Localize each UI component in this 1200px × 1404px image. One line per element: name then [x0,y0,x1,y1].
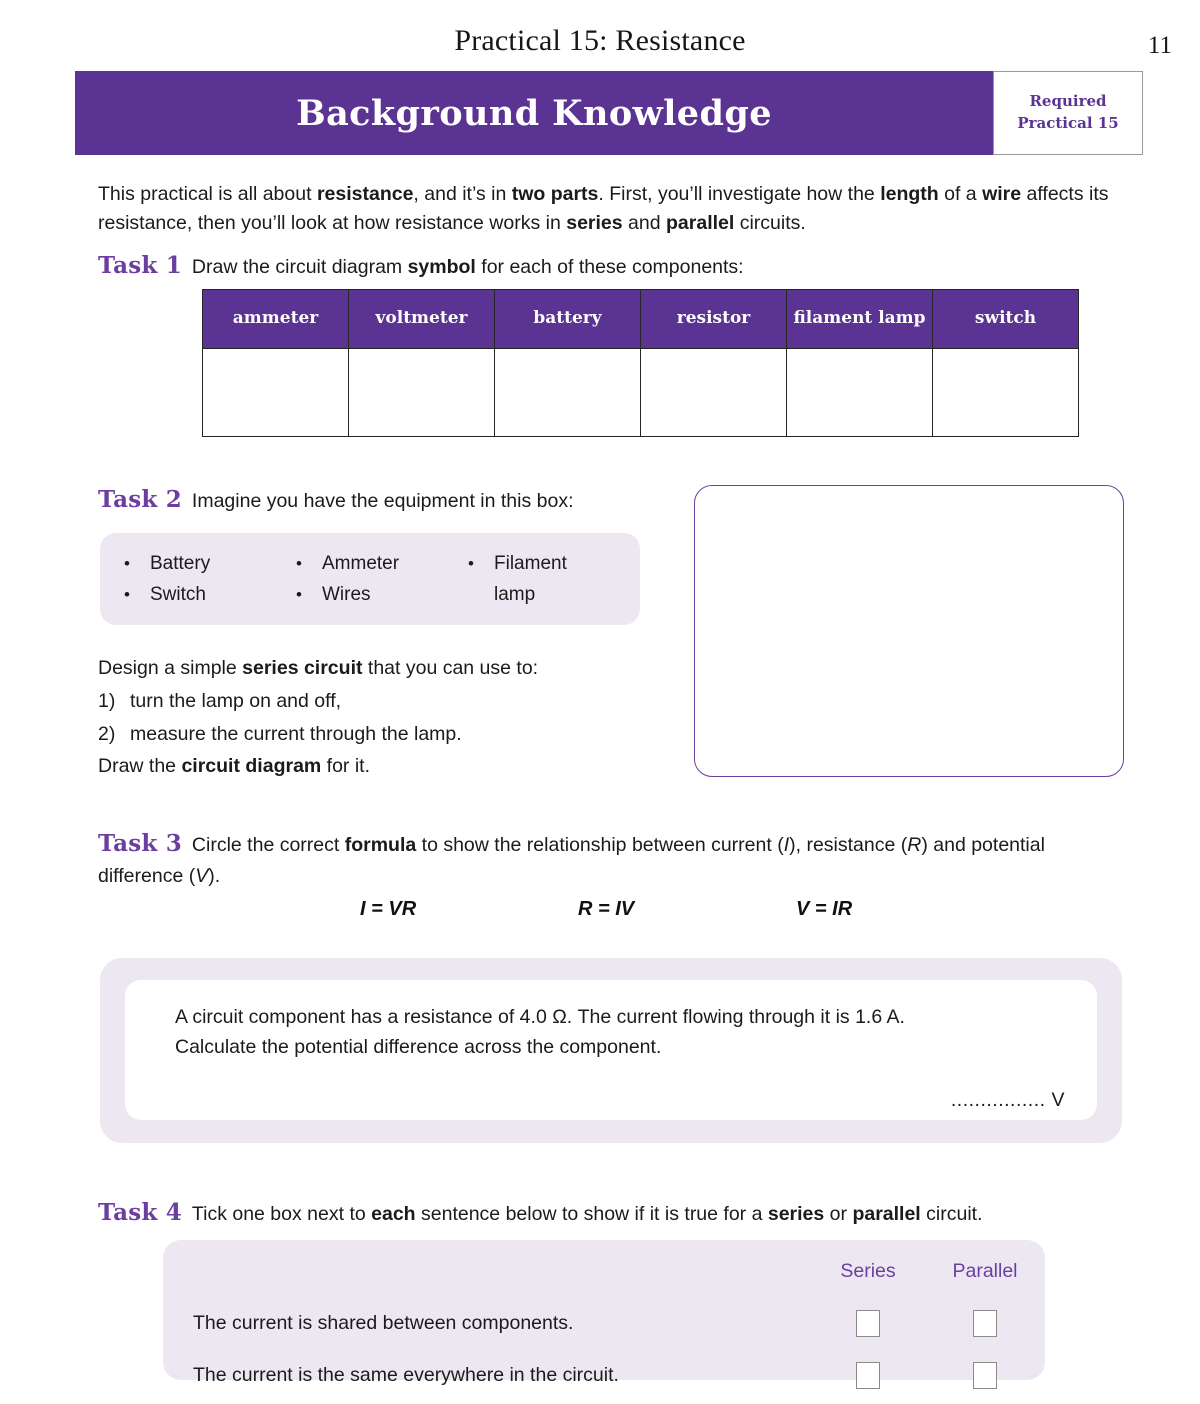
task-3-text-5: ) and potential difference ( [98,834,1045,887]
badge-line-1: Required [1029,92,1107,111]
task-1-heading: Task 1 [98,252,182,279]
calculation-question-panel [100,958,1122,1143]
banner-title: Background Knowledge [296,92,772,134]
formula-option-2[interactable]: R = IV [578,898,635,920]
list-item: • Switch [124,579,210,610]
symbol-voltage: V [195,864,209,887]
list-item [468,548,618,611]
column-header-filament-lamp: filament lamp [787,290,933,349]
column-header-series: Series [840,1260,896,1282]
intro-text-3: . First, you’ll investigate how the [598,183,881,205]
intro-text-1: This practical is all about [98,183,317,205]
draw-text-1: Draw the [98,755,182,778]
answer-cell-ammeter[interactable] [203,349,349,437]
banner-bar [75,71,993,155]
circuit-diagram-answer-box[interactable] [694,485,1124,777]
draw-bold-circuit-diagram: circuit diagram [181,755,322,778]
formula-option-3[interactable]: V = IR [796,898,853,920]
task-1-text-1: Draw the circuit diagram [191,256,408,278]
symbol-current: I [783,834,790,856]
numbered-item-1-number: 1) [98,689,116,712]
task-4-heading: Task 4 [98,1199,182,1226]
design-text-2: that you can use to: [362,657,539,679]
task-2-design-instructions [98,652,638,783]
list-item: • Ammeter [296,548,399,579]
answer-cell-voltmeter[interactable] [349,349,495,437]
equipment-list-box [100,533,640,625]
list-item: • Battery [124,548,210,579]
intro-text-7: circuits. [734,212,806,235]
task-4-bold-each: each [371,1203,416,1225]
question-line-2: Calculate the potential difference across the component. [175,1036,662,1059]
intro-text-5: affects its resistance, then you’ll look at how resistance works in [98,183,1109,235]
table-header-row [203,290,1079,349]
intro-bold-length: length [880,183,939,205]
required-practical-badge [993,71,1143,155]
column-header-parallel: Parallel [952,1260,1018,1282]
task-3-text-3: ), [789,834,802,856]
column-header-switch: switch [933,290,1079,349]
task-2-instruction [98,483,658,518]
intro-bold-parallel: parallel [666,212,735,235]
intro-text-2: , and it’s in [413,183,512,205]
calculation-question-text [175,1002,1055,1062]
table-row [163,1308,1045,1352]
checkbox-series-row-2[interactable] [856,1362,880,1389]
answer-cell-resistor[interactable] [641,349,787,437]
task-2-text: Imagine you have the equipment in this box: [191,490,574,512]
task-1-bold-symbol: symbol [407,256,476,278]
design-line [98,657,538,679]
checkbox-series-row-1[interactable] [856,1310,880,1337]
intro-text-4: of a [938,183,983,205]
intro-text-6: and [622,212,666,235]
task-2-heading: Task 2 [98,486,182,513]
design-text-1: Design a simple [98,657,243,679]
task-3-bold-formula: formula [344,834,417,856]
intro-bold-resistance: resistance [316,183,414,205]
task-3-text-6: ). [208,864,221,887]
numbered-item-2-text: measure the current through the lamp. [130,722,462,745]
answer-line [951,1089,1065,1112]
task-3-text-2: to show the relationship between current ( [416,834,784,856]
task-4-bold-series: series [767,1203,825,1225]
numbered-item-2-number: 2) [98,722,116,745]
answer-cell-battery[interactable] [495,349,641,437]
task-3-text-1: Circle the correct [191,834,345,856]
task-4-text-1: Tick one box next to [191,1203,372,1225]
formula-option-1[interactable]: I = VR [360,898,417,920]
numbered-item-1-text: turn the lamp on and off, [130,689,342,712]
statement-label: The current is shared between components. [193,1312,574,1334]
intro-bold-two-parts: two parts [511,183,599,205]
list-item: • Wires [296,579,399,610]
column-header-ammeter: ammeter [203,290,349,349]
task-1-instruction [98,249,1118,284]
calculation-answer-area[interactable] [125,980,1097,1120]
task-1-text-2: for each of these components: [475,256,744,278]
statement-label: The current is the same everywhere in the circuit. [193,1364,619,1386]
section-banner [75,71,1125,155]
task-4-text-3: or [824,1203,853,1225]
numbered-item-2 [98,718,638,751]
symbol-resistance: R [907,834,922,856]
task-4-text-2: sentence below to show if it is true for a [415,1203,768,1225]
task-3-text-4: resistance ( [806,834,908,856]
task-4-instruction [98,1196,1128,1231]
table-row [163,1360,1045,1404]
task-4-bold-parallel: parallel [852,1203,921,1225]
task-3-instruction [98,827,1118,891]
draw-text-2: for it. [321,755,371,778]
intro-bold-wire: wire [982,183,1022,205]
answer-cell-switch[interactable] [933,349,1079,437]
question-line-1: A circuit component has a resistance of 4.0 Ω. The current flowing through it is 1.6 A. [175,1006,905,1028]
equipment-column-2 [296,548,399,611]
list-item-label: Filament lamp [494,553,567,606]
page-number: 11 [1147,32,1172,59]
numbered-item-1 [98,685,638,718]
table-row [203,349,1079,437]
answer-dots[interactable]: ................ [950,1089,1046,1111]
intro-paragraph [98,180,1118,239]
task-4-text-4: circuit. [920,1203,983,1225]
formula-options [98,898,1118,930]
column-header-resistor: resistor [641,290,787,349]
series-parallel-tick-panel [163,1240,1045,1386]
task-3-heading: Task 3 [98,830,182,857]
checkbox-parallel-row-2[interactable] [973,1362,997,1389]
design-bold-series-circuit: series circuit [242,657,363,679]
intro-bold-series: series [566,212,623,235]
checkbox-parallel-row-1[interactable] [973,1310,997,1337]
page-title: Practical 15: Resistance [454,24,746,57]
badge-line-2: Practical 15 [1017,114,1119,132]
answer-cell-filament-lamp[interactable] [787,349,933,437]
components-symbol-table [202,289,1079,437]
column-header-battery: battery [495,290,641,349]
draw-instruction [98,750,638,783]
equipment-column-1 [124,548,210,611]
equipment-column-3 [468,548,618,611]
answer-unit: V [1051,1089,1065,1111]
column-header-voltmeter: voltmeter [349,290,495,349]
